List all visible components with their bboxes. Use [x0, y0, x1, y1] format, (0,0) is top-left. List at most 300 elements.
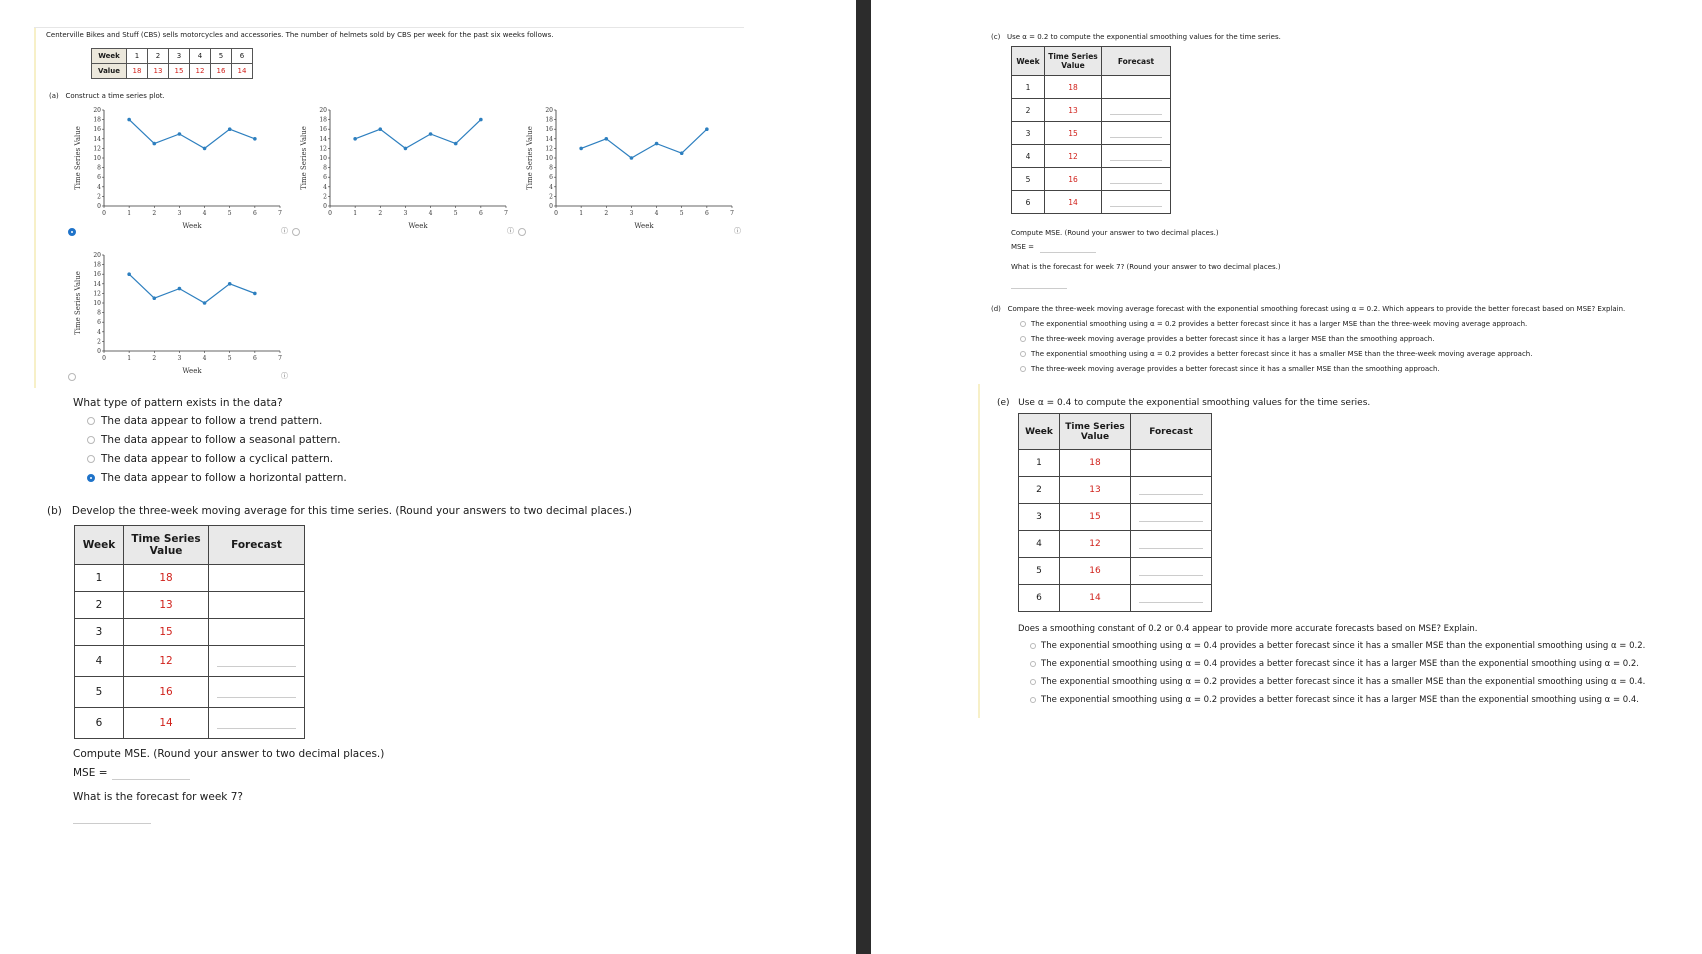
week-cell: 5: [211, 49, 232, 64]
part-e-label: (e): [997, 398, 1010, 408]
radio-button[interactable]: [1020, 336, 1026, 342]
y-axis-label: Time Series Value: [74, 126, 82, 190]
value-cell: 13: [124, 592, 209, 619]
week-cell: 4: [1019, 531, 1060, 558]
option-label: The data appear to follow a cyclical pattern.: [101, 453, 334, 465]
data-point: [178, 132, 182, 136]
x-tick-label: 1: [127, 210, 132, 217]
value-header: Time Series Value: [1045, 47, 1102, 76]
forecast-input[interactable]: [1110, 106, 1162, 115]
forecast-input[interactable]: [217, 655, 296, 667]
y-tick-label: 6: [97, 174, 101, 182]
x-tick-label: 2: [152, 210, 157, 217]
option-label: The exponential smoothing using α = 0.2 provides a better forecast since it has a larger MSE than the exponential smoothing using α = 0.4.: [1041, 695, 1640, 705]
x-axis-label: Week: [408, 222, 428, 230]
x-tick-label: 4: [202, 355, 207, 362]
y-tick-label: 14: [93, 280, 101, 288]
forecast-cell: [1131, 558, 1212, 585]
data-point: [404, 147, 408, 151]
y-tick-label: 4: [549, 183, 553, 191]
value-cell: 14: [1045, 191, 1102, 214]
x-tick-label: 2: [378, 210, 383, 217]
plot-option-2[interactable]: [298, 100, 518, 234]
x-tick-label: 1: [353, 210, 358, 217]
forecast-input[interactable]: [1139, 485, 1203, 495]
week-cell: 1: [1012, 76, 1045, 99]
value-cell: 14: [1060, 585, 1131, 612]
part-b-forecast-prompt: What is the forecast for week 7?: [73, 791, 243, 803]
y-tick-label: 0: [97, 203, 101, 210]
forecast-cell: [1102, 76, 1171, 99]
series-line: [129, 120, 255, 149]
forecast-input[interactable]: [217, 686, 296, 698]
radio-button[interactable]: [87, 474, 95, 482]
y-tick-label: 20: [93, 252, 101, 259]
forecast-input[interactable]: [1139, 566, 1203, 576]
table-row: [75, 708, 305, 739]
right-accent-bar: [978, 384, 980, 718]
y-tick-label: 6: [97, 319, 101, 327]
data-point: [604, 137, 608, 141]
y-tick-label: 16: [319, 126, 327, 134]
x-tick-label: 4: [202, 210, 207, 217]
part-c-mse-input[interactable]: [1040, 243, 1096, 253]
y-tick-label: 10: [545, 155, 553, 162]
radio-button[interactable]: [1020, 351, 1026, 357]
y-tick-label: 14: [545, 135, 553, 143]
intro-text: Centerville Bikes and Stuff (CBS) sells motorcycles and accessories. The number of helmets sold by CBS per week for the past six weeks follows.: [46, 31, 554, 39]
part-a-heading: [49, 92, 165, 100]
info-icon[interactable]: ⓘ: [507, 227, 514, 235]
data-point: [127, 272, 131, 276]
part-e-option-4[interactable]: [1030, 695, 1639, 705]
data-point: [253, 137, 257, 141]
table-row: [1019, 450, 1212, 477]
part-b-forecast-input[interactable]: [73, 810, 151, 824]
value-cell: 12: [1045, 145, 1102, 168]
option-label: The three-week moving average provides a better forecast since it has a larger MSE than the smoothing approach.: [1031, 335, 1435, 343]
week-cell: 5: [75, 677, 124, 708]
week-cell: 1: [1019, 450, 1060, 477]
forecast-cell: [1102, 168, 1171, 191]
table-row: [1019, 585, 1212, 612]
y-tick-label: 12: [545, 145, 553, 153]
table-row: [1012, 122, 1171, 145]
week-header: Week: [1012, 47, 1045, 76]
forecast-input[interactable]: [1139, 539, 1203, 549]
radio-button[interactable]: [1030, 697, 1036, 703]
week-cell: 1: [127, 49, 148, 64]
value-cell: 15: [124, 619, 209, 646]
y-tick-label: 8: [323, 164, 327, 172]
forecast-cell: [1102, 145, 1171, 168]
data-point: [479, 118, 483, 122]
value-cell: 18: [1045, 76, 1102, 99]
data-point: [579, 147, 583, 151]
value-cell: 18: [127, 64, 148, 79]
x-tick-label: 5: [227, 210, 232, 217]
part-a-prompt: Construct a time series plot.: [65, 92, 165, 100]
data-point: [630, 156, 634, 160]
table-row: [75, 619, 305, 646]
value-header: Time Series Value: [1060, 414, 1131, 450]
data-point: [353, 137, 357, 141]
plot-radio-1[interactable]: [68, 228, 76, 236]
x-axis-label: Week: [634, 222, 654, 230]
value-cell: 13: [1045, 99, 1102, 122]
part-b-heading: [47, 505, 632, 517]
week-header: Week: [75, 526, 124, 565]
time-series-plot: [72, 100, 292, 234]
x-tick-label: 0: [102, 355, 106, 362]
part-d-option-4[interactable]: [1020, 365, 1440, 373]
y-tick-label: 12: [93, 145, 101, 153]
info-icon[interactable]: ⓘ: [281, 372, 288, 380]
part-e-heading: [997, 398, 1370, 408]
table-row: [1012, 145, 1171, 168]
x-tick-label: 1: [127, 355, 132, 362]
week-cell: 3: [1012, 122, 1045, 145]
value-cell: 13: [1060, 477, 1131, 504]
series-line: [355, 120, 481, 149]
part-b-mse-input[interactable]: [112, 766, 190, 780]
week-cell: 6: [1012, 191, 1045, 214]
x-tick-label: 0: [554, 210, 558, 217]
part-d-label: (d): [991, 305, 1001, 313]
y-tick-label: 10: [93, 155, 101, 162]
week-cell: 4: [75, 646, 124, 677]
week-header: Week: [1019, 414, 1060, 450]
week-header: Week: [92, 49, 127, 64]
pattern-option-horizontal[interactable]: [87, 472, 347, 484]
forecast-cell: [209, 565, 305, 592]
week-cell: 4: [190, 49, 211, 64]
forecast-cell: [1131, 585, 1212, 612]
y-tick-label: 2: [97, 193, 101, 201]
data-point: [253, 292, 257, 296]
y-tick-label: 0: [549, 203, 553, 210]
forecast-header: Forecast: [1131, 414, 1212, 450]
week-cell: 4: [1012, 145, 1045, 168]
value-cell: 14: [232, 64, 253, 79]
forecast-cell: [1131, 504, 1212, 531]
value-cell: 12: [190, 64, 211, 79]
week-cell: 6: [1019, 585, 1060, 612]
value-cell: 12: [1060, 531, 1131, 558]
x-tick-label: 6: [704, 210, 709, 217]
y-tick-label: 18: [93, 116, 101, 124]
part-b-prompt: Develop the three-week moving average for this time series. (Round your answers to two decimal places.): [71, 505, 632, 517]
forecast-header: Forecast: [209, 526, 305, 565]
part-b-mse-prompt: Compute MSE. (Round your answer to two decimal places.): [73, 748, 385, 760]
weeks-table: [91, 48, 253, 79]
y-tick-label: 4: [97, 328, 101, 336]
week-cell: 3: [1019, 504, 1060, 531]
value-cell: 12: [124, 646, 209, 677]
x-tick-label: 0: [328, 210, 332, 217]
value-cell: 14: [124, 708, 209, 739]
forecast-input[interactable]: [1110, 152, 1162, 161]
forecast-cell: [1131, 450, 1212, 477]
forecast-cell: [1102, 191, 1171, 214]
radio-button[interactable]: [1030, 679, 1036, 685]
x-tick-label: 5: [679, 210, 684, 217]
y-tick-label: 10: [319, 155, 327, 162]
y-tick-label: 12: [319, 145, 327, 153]
y-tick-label: 14: [319, 135, 327, 143]
y-tick-label: 8: [549, 164, 553, 172]
x-tick-label: 5: [453, 210, 458, 217]
y-axis-label: Time Series Value: [300, 126, 308, 190]
pattern-option-cyclical[interactable]: [87, 453, 333, 465]
forecast-cell: [209, 592, 305, 619]
table-header-row: [1019, 414, 1212, 450]
option-label: The exponential smoothing using α = 0.4 provides a better forecast since it has a larger MSE than the exponential smoothing using α = 0.2.: [1041, 659, 1640, 669]
value-cell: 15: [169, 64, 190, 79]
part-d-option-2[interactable]: [1020, 335, 1434, 343]
value-header: Time Series Value: [124, 526, 209, 565]
y-tick-label: 18: [93, 261, 101, 269]
x-tick-label: 6: [252, 355, 257, 362]
value-header: Value: [92, 64, 127, 79]
data-point: [655, 142, 659, 146]
forecast-input[interactable]: [217, 717, 296, 729]
y-tick-label: 4: [323, 183, 327, 191]
part-c-forecast-input[interactable]: [1011, 279, 1067, 289]
y-tick-label: 18: [545, 116, 553, 124]
table-row: [1019, 504, 1212, 531]
part-e-option-3[interactable]: [1030, 677, 1645, 687]
x-tick-label: 3: [403, 210, 408, 217]
y-tick-label: 0: [323, 203, 327, 210]
plot-radio-3[interactable]: [518, 228, 526, 236]
part-d-heading: [991, 305, 1625, 313]
table-row: [75, 646, 305, 677]
forecast-cell: [1102, 99, 1171, 122]
value-cell: 13: [148, 64, 169, 79]
table-row: [1012, 76, 1171, 99]
part-e-question: Does a smoothing constant of 0.2 or 0.4 appear to provide more accurate forecasts based on MSE? Explain.: [1018, 624, 1478, 634]
forecast-input[interactable]: [1110, 198, 1162, 207]
data-point: [454, 142, 458, 146]
forecast-cell: [209, 708, 305, 739]
data-point: [705, 127, 709, 131]
y-tick-label: 6: [323, 174, 327, 182]
option-label: The data appear to follow a seasonal pattern.: [101, 434, 341, 446]
forecast-input[interactable]: [1139, 593, 1203, 603]
x-axis-label: Week: [182, 367, 202, 375]
week-cell: 2: [1019, 477, 1060, 504]
table-row: [1012, 191, 1171, 214]
x-tick-label: 3: [629, 210, 634, 217]
y-tick-label: 0: [97, 348, 101, 355]
data-point: [228, 282, 232, 286]
part-c-forecast-prompt: What is the forecast for week 7? (Round your answer to two decimal places.): [1011, 263, 1281, 271]
y-tick-label: 16: [93, 126, 101, 134]
radio-button[interactable]: [1030, 643, 1036, 649]
part-c-mse-label: MSE =: [1011, 243, 1034, 251]
y-tick-label: 2: [549, 193, 553, 201]
forecast-input[interactable]: [1139, 512, 1203, 522]
value-cell: 16: [1060, 558, 1131, 585]
part-e-option-2[interactable]: [1030, 659, 1639, 669]
pattern-option-seasonal[interactable]: [87, 434, 341, 446]
y-tick-label: 16: [93, 271, 101, 279]
option-label: The data appear to follow a horizontal pattern.: [101, 472, 347, 484]
page-divider: [856, 0, 871, 954]
part-e-prompt: Use α = 0.4 to compute the exponential smoothing values for the time series.: [1018, 398, 1371, 408]
y-axis-label: Time Series Value: [526, 126, 534, 190]
part-c-prompt: Use α = 0.2 to compute the exponential smoothing values for the time series.: [1007, 33, 1281, 41]
x-tick-label: 7: [730, 210, 734, 217]
data-point: [429, 132, 433, 136]
option-label: The exponential smoothing using α = 0.2 provides a better forecast since it has a smaller MSE than the three-week moving average approach.: [1031, 350, 1533, 358]
table-row: [1019, 477, 1212, 504]
data-point: [178, 287, 182, 291]
table-row: [75, 565, 305, 592]
radio-button[interactable]: [87, 455, 95, 463]
week-cell: 1: [75, 565, 124, 592]
week-cell: 3: [169, 49, 190, 64]
y-tick-label: 6: [549, 174, 553, 182]
y-tick-label: 18: [319, 116, 327, 124]
y-tick-label: 12: [93, 290, 101, 298]
alpha-04-table: [1018, 413, 1212, 612]
data-point: [203, 301, 207, 305]
week-cell: 6: [75, 708, 124, 739]
option-label: The exponential smoothing using α = 0.4 provides a better forecast since it has a smaller MSE than the exponential smoothing using α = 0.2.: [1041, 641, 1646, 651]
info-icon[interactable]: ⓘ: [281, 227, 288, 235]
x-tick-label: 7: [278, 210, 282, 217]
x-tick-label: 7: [278, 355, 282, 362]
value-cell: 18: [124, 565, 209, 592]
y-axis-label: Time Series Value: [74, 271, 82, 335]
data-point: [203, 147, 207, 151]
series-line: [581, 129, 707, 158]
x-tick-label: 1: [579, 210, 584, 217]
forecast-header: Forecast: [1102, 47, 1171, 76]
radio-button[interactable]: [1020, 366, 1026, 372]
table-row: [1019, 531, 1212, 558]
value-cell: 18: [1060, 450, 1131, 477]
value-cell: 16: [1045, 168, 1102, 191]
radio-button[interactable]: [87, 436, 95, 444]
plot-radio-2[interactable]: [292, 228, 300, 236]
info-icon[interactable]: ⓘ: [734, 227, 741, 235]
moving-average-table: [74, 525, 305, 739]
y-tick-label: 4: [97, 183, 101, 191]
x-tick-label: 7: [504, 210, 508, 217]
pattern-option-trend[interactable]: [87, 415, 322, 427]
x-axis-label: Week: [182, 222, 202, 230]
part-d-option-1[interactable]: [1020, 320, 1527, 328]
forecast-input[interactable]: [1110, 175, 1162, 184]
forecast-cell: [1131, 477, 1212, 504]
data-point: [127, 118, 131, 122]
y-tick-label: 14: [93, 135, 101, 143]
series-line: [129, 274, 255, 303]
forecast-input[interactable]: [1110, 129, 1162, 138]
plot-radio-4[interactable]: [68, 373, 76, 381]
data-point: [228, 127, 232, 131]
part-a-label: (a): [49, 92, 59, 100]
table-row: [75, 677, 305, 708]
x-tick-label: 0: [102, 210, 106, 217]
value-cell: 15: [1060, 504, 1131, 531]
x-tick-label: 2: [604, 210, 609, 217]
part-d-option-3[interactable]: [1020, 350, 1532, 358]
value-cell: 15: [1045, 122, 1102, 145]
table-header-row: [75, 526, 305, 565]
plot-option-1[interactable]: [72, 100, 292, 234]
plot-option-3[interactable]: [524, 100, 744, 234]
table-row: [75, 592, 305, 619]
week-cell: 6: [232, 49, 253, 64]
x-tick-label: 4: [428, 210, 433, 217]
y-tick-label: 16: [545, 126, 553, 134]
table-row: [1012, 99, 1171, 122]
part-e-option-1[interactable]: [1030, 641, 1645, 651]
part-c-mse-prompt: Compute MSE. (Round your answer to two decimal places.): [1011, 229, 1219, 237]
x-tick-label: 5: [227, 355, 232, 362]
x-tick-label: 3: [177, 355, 182, 362]
radio-button[interactable]: [87, 417, 95, 425]
radio-button[interactable]: [1020, 321, 1026, 327]
part-d-prompt: Compare the three-week moving average forecast with the exponential smoothing forecast using α = 0.2. Which appears to provide the better forecast based on MSE? Explain.: [1007, 305, 1626, 313]
values-row: [92, 64, 253, 79]
y-tick-label: 8: [97, 309, 101, 317]
pattern-question: What type of pattern exists in the data?: [73, 397, 283, 409]
table-row: [1019, 558, 1212, 585]
left-accent-bar: [34, 28, 36, 388]
week-cell: 2: [148, 49, 169, 64]
part-c-label: (c): [991, 33, 1001, 41]
x-tick-label: 2: [152, 355, 157, 362]
table-row: [1012, 168, 1171, 191]
data-point: [152, 296, 156, 300]
weeks-row: [92, 49, 253, 64]
value-cell: 16: [124, 677, 209, 708]
y-tick-label: 2: [323, 193, 327, 201]
forecast-cell: [209, 619, 305, 646]
week-cell: 2: [1012, 99, 1045, 122]
data-point: [378, 127, 382, 131]
data-point: [152, 142, 156, 146]
radio-button[interactable]: [1030, 661, 1036, 667]
x-tick-label: 6: [252, 210, 257, 217]
y-tick-label: 2: [97, 338, 101, 346]
option-label: The exponential smoothing using α = 0.2 provides a better forecast since it has a larger MSE than the three-week moving average approach.: [1031, 320, 1528, 328]
week-cell: 5: [1019, 558, 1060, 585]
y-tick-label: 20: [93, 107, 101, 114]
y-tick-label: 8: [97, 164, 101, 172]
y-tick-label: 20: [319, 107, 327, 114]
plot-option-4[interactable]: [72, 245, 292, 379]
week-cell: 3: [75, 619, 124, 646]
time-series-plot: [72, 245, 292, 379]
forecast-cell: [1102, 122, 1171, 145]
data-point: [680, 151, 684, 155]
part-b-mse-label: MSE =: [73, 767, 108, 779]
table-header-row: [1012, 47, 1171, 76]
y-tick-label: 10: [93, 300, 101, 307]
forecast-cell: [1131, 531, 1212, 558]
forecast-cell: [209, 677, 305, 708]
option-label: The three-week moving average provides a better forecast since it has a smaller MSE than the smoothing approach.: [1031, 365, 1440, 373]
time-series-plot: [524, 100, 744, 234]
x-tick-label: 3: [177, 210, 182, 217]
top-rule: [34, 27, 744, 28]
